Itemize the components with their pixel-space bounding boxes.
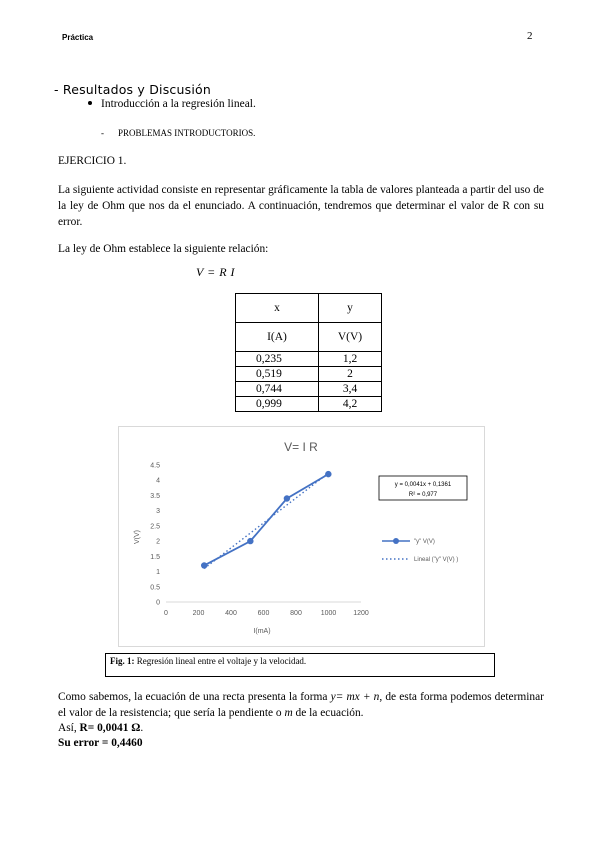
y-tick-label: 0.5 xyxy=(150,584,160,592)
legend-series-marker xyxy=(393,538,399,544)
dash-marker: - xyxy=(101,128,104,138)
x-tick-label: 1200 xyxy=(353,610,369,617)
table-header-x: x xyxy=(236,294,319,323)
legend xyxy=(382,538,458,563)
y-tick-label: 4.5 xyxy=(150,462,160,470)
y-tick-label: 3 xyxy=(156,508,160,516)
y-tick-label: 3.5 xyxy=(150,492,160,500)
data-point xyxy=(201,562,207,568)
error-result: Su error = 0,4460 xyxy=(58,737,143,749)
bullet-icon xyxy=(88,101,92,105)
trendline-equation: y = 0,0041x + 0,1361 xyxy=(394,482,452,488)
bullet-item xyxy=(88,98,256,110)
caption-text: Regresión lineal entre el voltaje y la velocidad. xyxy=(136,656,307,666)
intro-paragraph: La siguiente actividad consiste en representar gráficamente la tabla de valores planteada a partir del uso de la ley de Ohm que nos da el enunciado. A continuación, tendremos que determinar el valor de R con su error. xyxy=(58,184,544,228)
exercise-title: EJERCICIO 1. xyxy=(58,155,127,167)
trendline xyxy=(204,473,328,568)
legend-series-label: "y" V(V) xyxy=(414,539,435,545)
resistance-result xyxy=(58,720,544,736)
header-title: Práctica xyxy=(62,33,94,42)
y-tick-label: 1 xyxy=(156,569,160,577)
x-tick-label: 1000 xyxy=(320,610,337,617)
x-tick-label: 200 xyxy=(192,610,205,617)
conclusion-text-c: de la ecuación. xyxy=(292,707,364,719)
y-tick-label: 2.5 xyxy=(150,523,160,531)
table-cell: 0,519 xyxy=(236,367,319,382)
table-cell: 4,2 xyxy=(319,397,382,412)
bullet-text: Introducción a la regresión lineal. xyxy=(101,98,256,110)
data-point xyxy=(247,538,253,544)
result-suffix: . xyxy=(140,722,144,734)
table-cell: 0,999 xyxy=(236,397,319,412)
result-prefix: Así, xyxy=(58,722,80,734)
y-axis-label: V(V) xyxy=(134,530,141,544)
table-header-y: y xyxy=(319,294,382,323)
y-tick-label: 1.5 xyxy=(150,553,160,561)
caption-label: Fig. 1: xyxy=(110,656,135,666)
data-point xyxy=(325,471,331,477)
conclusion-paragraph xyxy=(58,689,544,721)
y-tick-label: 4 xyxy=(156,477,160,485)
conclusion-text-b: , de esta forma podemos determinar el valor de la resistencia; que sería la pendiente o xyxy=(58,691,544,719)
table-cell: 0,744 xyxy=(236,382,319,397)
table-cell: 1,2 xyxy=(319,352,382,367)
table-unit-x: I(A) xyxy=(236,323,319,352)
table-cell: 3,4 xyxy=(319,382,382,397)
x-tick-label: 400 xyxy=(225,610,237,617)
x-axis-label: I(mA) xyxy=(253,628,271,635)
chart-container xyxy=(118,426,485,647)
page-number: 2 xyxy=(527,30,533,42)
y-tick-label: 2 xyxy=(156,538,160,546)
figure-caption xyxy=(105,653,495,677)
y-tick-label: 0 xyxy=(156,599,160,607)
r-squared: R² = 0,977 xyxy=(408,492,438,498)
data-point xyxy=(284,495,290,501)
x-tick-label: 600 xyxy=(257,610,270,617)
sub-item xyxy=(101,128,255,138)
slope-symbol: m xyxy=(284,707,293,719)
data-table xyxy=(235,293,382,412)
resistance-value: R= 0,0041 Ω xyxy=(79,722,141,734)
x-tick-label: 0 xyxy=(164,610,168,617)
section-title: - Resultados y Discusión xyxy=(54,82,211,97)
conclusion-text-a: Como sabemos, la ecuación de una recta presenta la forma xyxy=(58,691,331,703)
ohm-sentence: La ley de Ohm establece la siguiente relación: xyxy=(58,243,269,255)
table-cell: 0,235 xyxy=(236,352,319,367)
x-tick-label: 800 xyxy=(290,610,302,617)
ohm-formula: V = R I xyxy=(196,265,236,279)
line-equation: y= mx + n xyxy=(330,691,380,703)
table-unit-y: V(V) xyxy=(319,323,382,352)
table-cell: 2 xyxy=(319,367,382,382)
chart-title: V= I R xyxy=(284,440,318,454)
legend-trend-label: Lineal ("y" V(V) ) xyxy=(414,557,459,563)
chart-svg xyxy=(119,427,484,646)
sub-item-text: PROBLEMAS INTRODUCTORIOS. xyxy=(118,128,256,138)
